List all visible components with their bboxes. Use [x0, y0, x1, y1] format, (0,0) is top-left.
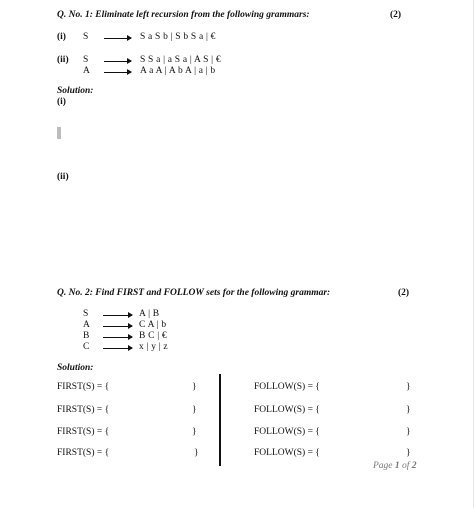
- q2-solution-label: Solution:: [57, 363, 94, 373]
- q2-rhs-s: A | B: [139, 309, 160, 319]
- production-arrow: [103, 326, 132, 327]
- q2-heading-post: sets for the following grammar:: [203, 288, 331, 298]
- q1-part-i-label: (i): [57, 32, 66, 42]
- q2-heading-follow: FOLLOW: [163, 288, 204, 298]
- first-set-close-4: }: [194, 448, 199, 458]
- production-arrow: [104, 72, 131, 73]
- q2-heading-pre: Q. No. 2: Find: [57, 288, 117, 298]
- production-arrow: [104, 61, 131, 62]
- follow-set-close-1: }: [406, 382, 411, 392]
- q1-marks: (2): [390, 10, 402, 20]
- q2-lhs-a: A: [83, 320, 90, 330]
- follow-set-close-4: }: [406, 448, 411, 458]
- column-divider: [219, 374, 221, 466]
- q1-solution-part-ii: (ii): [57, 172, 69, 182]
- production-arrow: [103, 337, 132, 338]
- first-set-row-3: FIRST(S) = {: [57, 427, 110, 437]
- follow-set-row-1: FOLLOW(S) = {: [254, 382, 320, 392]
- q1-solution-part-i: (i): [57, 97, 66, 107]
- follow-set-row-3: FOLLOW(S) = {: [254, 427, 320, 437]
- q1-i-lhs-s: S: [83, 32, 89, 42]
- q2-lhs-c: C: [83, 342, 90, 352]
- production-arrow: [103, 315, 132, 316]
- first-set-close-3: }: [192, 427, 197, 437]
- text-cursor[interactable]: [57, 127, 61, 139]
- first-set-row-4: FIRST(S) = {: [57, 448, 110, 458]
- page-number-total: 2: [411, 461, 417, 471]
- first-set-close-1: }: [192, 382, 197, 392]
- q2-rhs-a: C A | b: [139, 320, 167, 330]
- page-number: [373, 461, 417, 471]
- q1-ii-lhs-s: S: [83, 55, 89, 65]
- follow-set-close-3: }: [406, 427, 411, 437]
- q1-solution-label: Solution:: [57, 86, 94, 96]
- first-set-row-1: FIRST(S) = {: [57, 382, 110, 392]
- first-set-row-2: FIRST(S) = {: [57, 405, 110, 415]
- production-arrow: [104, 38, 131, 39]
- page-number-current: 1: [394, 461, 400, 471]
- page-number-pre: Page: [373, 461, 395, 471]
- q1-ii-rhs-a: A a A | A b A | a | b: [140, 66, 216, 76]
- q2-heading-first: FIRST: [116, 288, 145, 298]
- q1-ii-rhs-s: S S a | a S a | A S | €: [140, 55, 221, 65]
- follow-set-row-2: FOLLOW(S) = {: [254, 405, 320, 415]
- page-number-mid: of: [399, 461, 412, 471]
- q2-heading-mid: and: [144, 288, 164, 298]
- q1-i-rhs-s: S a S b | S b S a | €: [140, 32, 216, 42]
- q2-lhs-s: S: [83, 309, 89, 319]
- q1-ii-lhs-a: A: [83, 66, 90, 76]
- production-arrow: [103, 348, 132, 349]
- follow-set-row-4: FOLLOW(S) = {: [254, 448, 320, 458]
- q2-heading: [57, 288, 330, 298]
- q2-lhs-b: B: [83, 331, 90, 341]
- follow-set-close-2: }: [406, 405, 411, 415]
- first-set-close-2: }: [192, 405, 197, 415]
- q1-heading: Q. No. 1: Eliminate left recursion from the following grammars:: [57, 10, 310, 20]
- q2-rhs-b: B C | €: [139, 331, 167, 341]
- q2-marks: (2): [398, 288, 410, 298]
- q2-rhs-c: x | y | z: [139, 342, 168, 352]
- q1-part-ii-label: (ii): [57, 55, 69, 65]
